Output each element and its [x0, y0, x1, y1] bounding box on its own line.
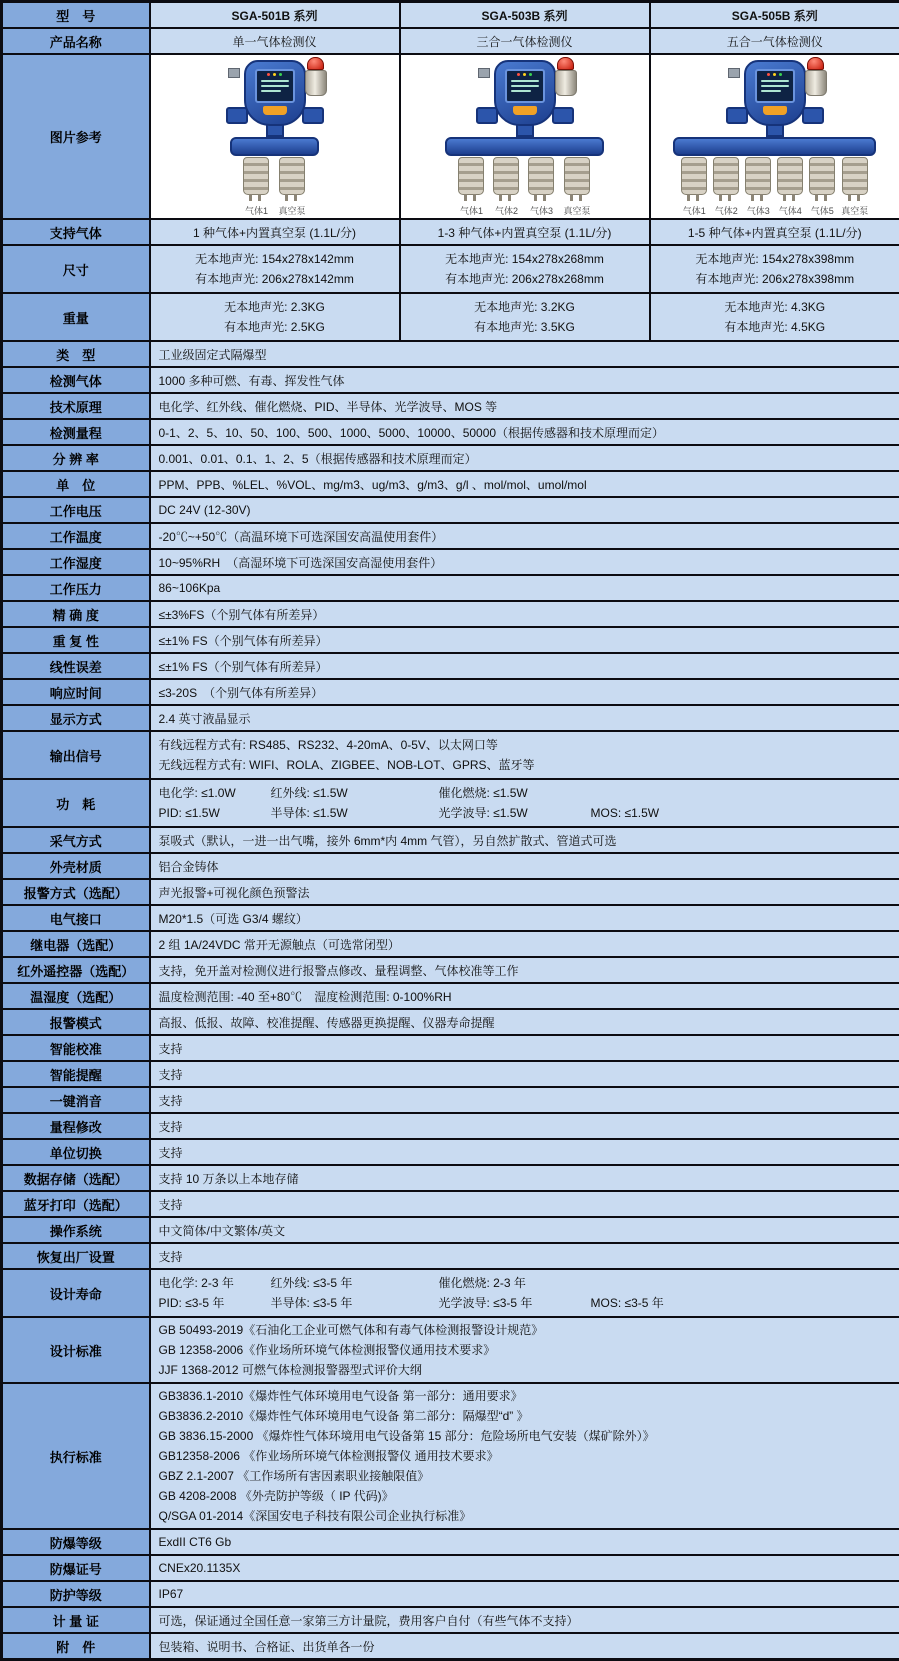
- sensor-label: 真空泵: [278, 204, 305, 217]
- mount-wing-icon: [726, 107, 748, 124]
- table-row-accuracy: [2, 601, 899, 627]
- row-value: 1000 多种可燃、有毒、挥发性气体: [150, 367, 899, 393]
- row-label: 报警模式: [2, 1009, 150, 1035]
- mount-wing-icon: [476, 107, 498, 124]
- row-value: 中文简体/中文繁体/英文: [150, 1217, 899, 1243]
- row-value: ≤3-20S （个别气体有所差异）: [150, 679, 899, 705]
- row-value: [150, 1317, 899, 1383]
- sensor-unit: [777, 156, 803, 217]
- row-value: 声光报警+可视化颜色预警法: [150, 879, 899, 905]
- sensor-label: 气体1: [683, 204, 706, 217]
- table-row-response: [2, 679, 899, 705]
- lcd-screen: [505, 69, 545, 103]
- row-label: 采气方式: [2, 827, 150, 853]
- table-row-resolution: [2, 445, 899, 471]
- row-label: 显示方式: [2, 705, 150, 731]
- row-label: 蓝牙打印（选配）: [2, 1191, 150, 1217]
- standard-line: GBZ 2.1-2007 《工作场所有害因素职业接触限值》: [159, 1466, 892, 1486]
- row-label: 精 确 度: [2, 601, 150, 627]
- table-row-range: [2, 419, 899, 445]
- sensor-unit: [563, 156, 590, 217]
- screen-line: [761, 80, 789, 82]
- table-row-storage: [2, 1165, 899, 1191]
- row-value: 支持，免开盖对检测仪进行报警点修改、量程调整、气体校准等工作: [150, 957, 899, 983]
- table-row-linearity: [2, 653, 899, 679]
- table-row-accessory: [2, 1633, 899, 1660]
- sensor-unit: [278, 156, 305, 217]
- screen-line: [261, 80, 289, 82]
- row-label: 继电器（选配）: [2, 931, 150, 957]
- row-value: ≤±3%FS（个别气体有所差异）: [150, 601, 899, 627]
- row-value: 支持: [150, 1243, 899, 1269]
- sensor-label: 气体1: [460, 204, 483, 217]
- row-label: 工作电压: [2, 497, 150, 523]
- row-label: 检测量程: [2, 419, 150, 445]
- product-image-2: [400, 54, 650, 219]
- standard-line: GB12358-2006 《作业场所环境气体检测报警仪 通用技术要求》: [159, 1446, 892, 1466]
- screen-line: [511, 90, 531, 92]
- model-name-1: SGA-501B 系列: [150, 2, 400, 29]
- gas-detector-illustration: [652, 56, 899, 217]
- sensor-label: 气体2: [495, 204, 518, 217]
- sensor-label: 气体1: [245, 204, 268, 217]
- sensor-label: 气体2: [715, 204, 738, 217]
- sensor-cylinder-icon: [243, 157, 269, 195]
- row-label: 单位切换: [2, 1139, 150, 1165]
- dimensions-1: 无本地声光: 154x278x142mm 有本地声光: 206x278x142mm: [150, 245, 400, 293]
- row-label: 工作温度: [2, 523, 150, 549]
- table-row-work-temp: [2, 523, 899, 549]
- standard-line: GB3836.2-2010《爆炸性气体环境用电气设备 第二部分：隔爆型“d” 》: [159, 1406, 892, 1426]
- mounting-bolt-icon: [228, 68, 240, 78]
- row-value: IP67: [150, 1581, 899, 1607]
- sensor-row: [230, 156, 318, 217]
- table-row-mute: [2, 1087, 899, 1113]
- weight-3: 无本地声光: 4.3KG 有本地声光: 4.5KG: [650, 293, 899, 341]
- standard-line: JJF 1368-2012 可燃气体检测报警器型式评价大纲: [159, 1360, 892, 1380]
- row-label: 线性误差: [2, 653, 150, 679]
- row-value: 包装箱、说明书、合格证、出货单各一份: [150, 1633, 899, 1660]
- manifold-bar: [673, 137, 876, 156]
- product-image-1: [150, 54, 400, 219]
- support-gas-3: 1-5 种气体+内置真空泵 (1.1L/分): [650, 219, 899, 245]
- row-value: ExdII CT6 Gb: [150, 1529, 899, 1555]
- table-row-exec-std: [2, 1383, 899, 1529]
- sensor-unit: [528, 156, 554, 217]
- row-value: 可选，保证通过全国任意一家第三方计量院，费用客户自付（有些气体不支持）: [150, 1607, 899, 1633]
- standard-line: GB 50493-2019《石油化工企业可燃气体和有毒气体检测报警设计规范》: [159, 1320, 892, 1340]
- alarm-beacon-icon: [305, 57, 327, 96]
- table-row-ip: [2, 1581, 899, 1607]
- row-value: 支持: [150, 1113, 899, 1139]
- mount-wing-icon: [302, 107, 324, 124]
- product-name-2: 三合一气体检测仪: [400, 28, 650, 54]
- detector-head: [200, 60, 350, 124]
- row-value: PPM、PPB、%LEL、%VOL、mg/m3、ug/m3、g/m3、g/l 、mol/mol、umol/mol: [150, 471, 899, 497]
- row-value: 支持 10 万条以上本地存储: [150, 1165, 899, 1191]
- row-value: ≤±1% FS（个别气体有所差异）: [150, 653, 899, 679]
- sensor-label: 气体4: [779, 204, 802, 217]
- table-row-type: [2, 341, 899, 367]
- sensor-cylinder-icon: [777, 157, 803, 195]
- row-label: 分 辨 率: [2, 445, 150, 471]
- row-value: 铝合金铸体: [150, 853, 899, 879]
- row-label: 设计标准: [2, 1317, 150, 1383]
- table-row-principle: [2, 393, 899, 419]
- row-label-dimensions: 尺寸: [2, 245, 150, 293]
- row-label: 响应时间: [2, 679, 150, 705]
- row-label: 防护等级: [2, 1581, 150, 1607]
- standard-line: Q/SGA 01-2014《深国安电子科技有限公司企业执行标准》: [159, 1506, 892, 1526]
- table-row-alarm-mode: [2, 1009, 899, 1035]
- product-image-3: [650, 54, 899, 219]
- weight-1: 无本地声光: 2.3KG 有本地声光: 2.5KG: [150, 293, 400, 341]
- row-label: 输出信号: [2, 731, 150, 779]
- output-wireless: 无线远程方式有: WIFI、ROLA、ZIGBEE、NOB-LOT、GPRS、蓝牙等: [159, 755, 892, 775]
- row-label: 量程修改: [2, 1113, 150, 1139]
- row-value: 0.001、0.01、0.1、1、2、5（根据传感器和技术原理而定）: [150, 445, 899, 471]
- row-label: 设计寿命: [2, 1269, 150, 1317]
- row-value: 支持: [150, 1035, 899, 1061]
- table-row-port: [2, 905, 899, 931]
- row-value: 电化学: 2-3 年 红外线: ≤3-5 年 催化燃烧: 2-3 年 PID: ≤3-5 年 半导体: ≤3-5 年 光学波导: ≤3-5 年 MOS: ≤3-5 年: [150, 1269, 899, 1317]
- mount-wing-icon: [802, 107, 824, 124]
- row-value: 2 组 1A/24VDC 常开无源触点（可选常闭型）: [150, 931, 899, 957]
- row-label: 工作压力: [2, 575, 150, 601]
- sensor-cylinder-icon: [564, 157, 590, 195]
- mounting-bolt-icon: [478, 68, 490, 78]
- table-row-design-std: [2, 1317, 899, 1383]
- table-row-detect-gas: [2, 367, 899, 393]
- table-row-temp-hum: [2, 983, 899, 1009]
- row-value: 电化学: ≤1.0W 红外线: ≤1.5W 催化燃烧: ≤1.5W PID: ≤1.5W 半导体: ≤1.5W 光学波导: ≤1.5W MOS: ≤1.5W: [150, 779, 899, 827]
- row-value: 支持: [150, 1139, 899, 1165]
- model-name-3: SGA-505B 系列: [650, 2, 899, 29]
- detector-head: [700, 60, 850, 124]
- table-row-unit: [2, 471, 899, 497]
- table-row-unit-switch: [2, 1139, 899, 1165]
- sensor-cylinder-icon: [745, 157, 771, 195]
- sensor-cylinder-icon: [458, 157, 484, 195]
- sensor-cylinder-icon: [681, 157, 707, 195]
- row-value: 支持: [150, 1087, 899, 1113]
- row-label: 外壳材质: [2, 853, 150, 879]
- sensor-cylinder-icon: [713, 157, 739, 195]
- row-value: 10~95%RH （高湿环境下可选深国安高湿使用套件）: [150, 549, 899, 575]
- sensor-unit: [713, 156, 739, 217]
- row-label: 温湿度（选配）: [2, 983, 150, 1009]
- row-label: 智能提醒: [2, 1061, 150, 1087]
- row-value: ≤±1% FS（个别气体有所差异）: [150, 627, 899, 653]
- detector-head: [450, 60, 600, 124]
- sensor-row: [445, 156, 603, 217]
- row-label: 操作系统: [2, 1217, 150, 1243]
- row-label: 报警方式（选配）: [2, 879, 150, 905]
- sensor-label: 真空泵: [563, 204, 590, 217]
- output-wired: 有线远程方式有: RS485、RS232、4-20mA、0-5V、以太网口等: [159, 735, 892, 755]
- sensor-unit: [681, 156, 707, 217]
- row-value: CNEx20.1135X: [150, 1555, 899, 1581]
- row-value: -20℃~+50℃（高温环境下可选深国安高温使用套件）: [150, 523, 899, 549]
- dimensions-2: 无本地声光: 154x278x268mm 有本地声光: 206x278x268mm: [400, 245, 650, 293]
- sensor-row: [673, 156, 876, 217]
- status-led-icons: [257, 73, 293, 77]
- status-led-icons: [507, 73, 543, 77]
- row-value: DC 24V (12-30V): [150, 497, 899, 523]
- row-label: 单 位: [2, 471, 150, 497]
- table-row-repeatability: [2, 627, 899, 653]
- standard-line: GB 3836.15-2000 《爆炸性气体环境用电气设备第 15 部分：危险场所电气安装（煤矿除外）》: [159, 1426, 892, 1446]
- weight-2: 无本地声光: 3.2KG 有本地声光: 3.5KG: [400, 293, 650, 341]
- standard-line: GB 12358-2006《作业场所环境气体检测报警仪通用技术要求》: [159, 1340, 892, 1360]
- row-label: 工作湿度: [2, 549, 150, 575]
- row-label: 红外遥控器（选配）: [2, 957, 150, 983]
- sensor-unit: [745, 156, 771, 217]
- manifold-bar: [445, 137, 603, 156]
- gas-detector-illustration: [402, 56, 648, 217]
- row-value: 泵吸式（默认，一进一出气嘴，接外 6mm*内 4mm 气管），另自然扩散式、管道式可选: [150, 827, 899, 853]
- sensor-unit: [493, 156, 519, 217]
- mount-wing-icon: [226, 107, 248, 124]
- model-name-2: SGA-503B 系列: [400, 2, 650, 29]
- table-row-support-gas: [2, 219, 899, 245]
- sensor-unit: [841, 156, 868, 217]
- table-row-os: [2, 1217, 899, 1243]
- row-value: [150, 1383, 899, 1529]
- product-name-1: 单一气体检测仪: [150, 28, 400, 54]
- row-value: 0-1、2、5、10、50、100、500、1000、5000、10000、50000（根据传感器和技术原理而定）: [150, 419, 899, 445]
- table-row-power: [2, 779, 899, 827]
- row-label-support-gas: 支持气体: [2, 219, 150, 245]
- screen-line: [761, 90, 781, 92]
- screen-line: [511, 85, 539, 87]
- sensor-assembly: [673, 137, 876, 217]
- status-led-icons: [757, 73, 793, 77]
- row-value: 2.4 英寸液晶显示: [150, 705, 899, 731]
- row-value: M20*1.5（可选 G3/4 螺纹）: [150, 905, 899, 931]
- product-name-3: 五合一气体检测仪: [650, 28, 899, 54]
- dimensions-3: 无本地声光: 154x278x398mm 有本地声光: 206x278x398mm: [650, 245, 899, 293]
- sensor-unit: [809, 156, 835, 217]
- table-row-range-mod: [2, 1113, 899, 1139]
- row-value: 支持: [150, 1061, 899, 1087]
- row-value: 高报、低报、故障、校准提醒、传感器更换提醒、仪器寿命提醒: [150, 1009, 899, 1035]
- table-row-reset: [2, 1243, 899, 1269]
- table-row-output: [2, 731, 899, 779]
- table-row-model: [2, 2, 899, 29]
- table-row-bt-print: [2, 1191, 899, 1217]
- row-label: 类 型: [2, 341, 150, 367]
- sensor-label: 气体3: [530, 204, 553, 217]
- row-value: 工业级固定式隔爆型: [150, 341, 899, 367]
- table-row-ex-cert: [2, 1555, 899, 1581]
- support-gas-1: 1 种气体+内置真空泵 (1.1L/分): [150, 219, 400, 245]
- alarm-beacon-icon: [805, 57, 827, 96]
- sensor-label: 气体3: [747, 204, 770, 217]
- sensor-cylinder-icon: [809, 157, 835, 195]
- keypad-icon: [263, 106, 287, 115]
- screen-line: [761, 85, 789, 87]
- support-gas-2: 1-3 种气体+内置真空泵 (1.1L/分): [400, 219, 650, 245]
- table-row-metrology: [2, 1607, 899, 1633]
- sensor-label: 气体5: [811, 204, 834, 217]
- screen-line: [261, 90, 281, 92]
- row-value: 温度检测范围: -40 至+80℃ 湿度检测范围: 0-100%RH: [150, 983, 899, 1009]
- sensor-assembly: [445, 137, 603, 217]
- table-row-lifespan: [2, 1269, 899, 1317]
- row-value: 电化学、红外线、催化燃烧、PID、半导体、光学波导、MOS 等: [150, 393, 899, 419]
- sensor-cylinder-icon: [279, 157, 305, 195]
- mounting-bolt-icon: [728, 68, 740, 78]
- sensor-unit: [243, 156, 269, 217]
- table-row-relay: [2, 931, 899, 957]
- row-value: [150, 731, 899, 779]
- row-label: 附 件: [2, 1633, 150, 1660]
- sensor-cylinder-icon: [842, 157, 868, 195]
- sensor-label: 真空泵: [841, 204, 868, 217]
- row-label: 技术原理: [2, 393, 150, 419]
- table-row-smart-remind: [2, 1061, 899, 1087]
- table-row-alarm-opt: [2, 879, 899, 905]
- table-row-humidity: [2, 549, 899, 575]
- table-row-dimensions: [2, 245, 899, 293]
- alarm-beacon-icon: [555, 57, 577, 96]
- screen-line: [511, 80, 539, 82]
- detector-body: [744, 60, 806, 126]
- standard-line: GB3836.1-2010《爆炸性气体环境用电气设备 第一部分：通用要求》: [159, 1386, 892, 1406]
- row-label-model: 型 号: [2, 2, 150, 29]
- row-label: 智能校准: [2, 1035, 150, 1061]
- row-label: 恢复出厂设置: [2, 1243, 150, 1269]
- row-label-weight: 重量: [2, 293, 150, 341]
- row-label: 数据存储（选配）: [2, 1165, 150, 1191]
- table-row-housing: [2, 853, 899, 879]
- detector-body: [244, 60, 306, 126]
- table-row-weight: [2, 293, 899, 341]
- sensor-unit: [458, 156, 484, 217]
- sensor-assembly: [230, 137, 318, 217]
- lcd-screen: [755, 69, 795, 103]
- gas-detector-illustration: [152, 56, 398, 217]
- lcd-screen: [255, 69, 295, 103]
- table-row-smart-cal: [2, 1035, 899, 1061]
- table-row-display: [2, 705, 899, 731]
- row-label: 计 量 证: [2, 1607, 150, 1633]
- screen-line: [261, 85, 289, 87]
- row-label: 防爆证号: [2, 1555, 150, 1581]
- table-row-ex-level: [2, 1529, 899, 1555]
- table-row-remote: [2, 957, 899, 983]
- mount-wing-icon: [552, 107, 574, 124]
- table-row-sampling: [2, 827, 899, 853]
- row-value: 86~106Kpa: [150, 575, 899, 601]
- row-label: 功 耗: [2, 779, 150, 827]
- manifold-bar: [230, 137, 318, 156]
- standard-line: GB 4208-2008 《外壳防护等级（ IP 代码)》: [159, 1486, 892, 1506]
- row-label: 检测气体: [2, 367, 150, 393]
- table-row-images: [2, 54, 899, 219]
- table-row-product-name: [2, 28, 899, 54]
- row-label: 电气接口: [2, 905, 150, 931]
- row-label: 一键消音: [2, 1087, 150, 1113]
- keypad-icon: [513, 106, 537, 115]
- row-label-images: 图片参考: [2, 54, 150, 219]
- row-label: 重 复 性: [2, 627, 150, 653]
- keypad-icon: [763, 106, 787, 115]
- sensor-cylinder-icon: [528, 157, 554, 195]
- row-label-product-name: 产品名称: [2, 28, 150, 54]
- sensor-cylinder-icon: [493, 157, 519, 195]
- row-value: 支持: [150, 1191, 899, 1217]
- detector-body: [494, 60, 556, 126]
- row-label: 执行标准: [2, 1383, 150, 1529]
- table-row-voltage: [2, 497, 899, 523]
- table-row-pressure: [2, 575, 899, 601]
- row-label: 防爆等级: [2, 1529, 150, 1555]
